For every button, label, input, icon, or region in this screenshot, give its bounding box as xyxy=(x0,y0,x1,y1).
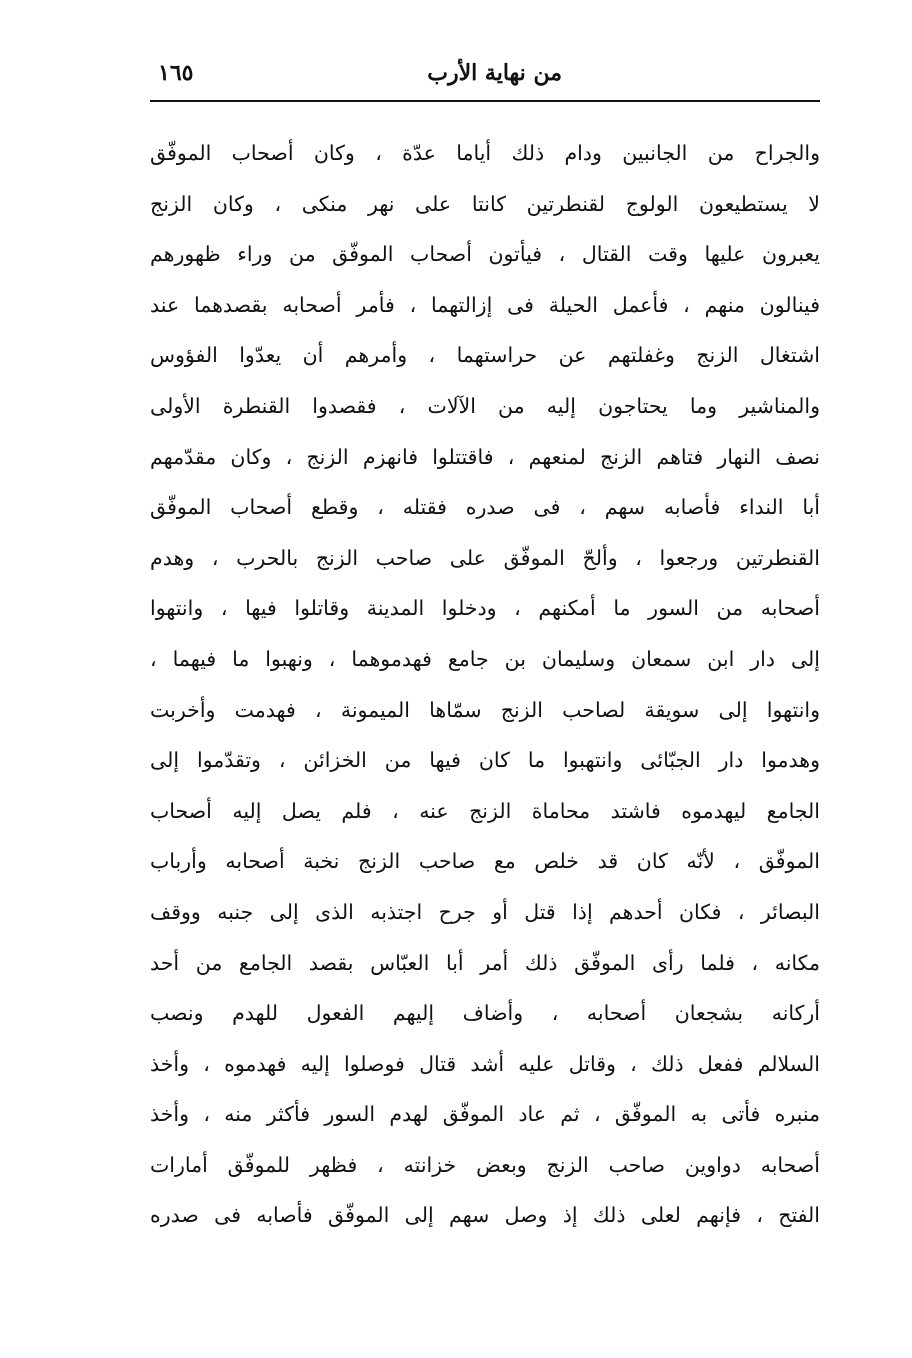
text-line: والجراح من الجانبين ودام ذلك أياما عدّة ، وكان أصحاب الموفّق xyxy=(150,141,820,165)
text-line: يعبرون عليها وقت القتال ، فيأتون أصحاب الموفّق من وراء ظهورهم xyxy=(150,242,820,267)
running-title: من نهاية الأرب xyxy=(427,60,562,86)
text-line: لا يستطيعون الولوج لقنطرتين كانتا على نهر منكى ، وكان الزنج xyxy=(150,191,820,216)
text-line: الفتح ، فإنهم لعلى ذلك إذ وصل سهم إلى الموفّق فأصابه فى صدره xyxy=(150,1203,820,1228)
page-number: ١٦٥ xyxy=(158,60,194,86)
text-line: وانتهوا إلى سويقة لصاحب الزنج سمّاها الميمونة ، فهدمت وأخربت xyxy=(150,697,820,722)
text-line: أبا النداء فأصابه سهم ، فى صدره فقتله ، وقطع أصحاب الموفّق xyxy=(150,495,820,520)
text-line: أصحابه دواوين صاحب الزنج وبعض خزانته ، فظهر للموفّق أمارات xyxy=(150,1152,820,1177)
text-line: السلالم ففعل ذلك ، وقاتل عليه أشد قتال فوصلوا إليه فهدموه ، وأخذ xyxy=(150,1051,820,1076)
text-line: الجامع ليهدموه فاشتد محاماة الزنج عنه ، فلم يصل إليه أصحاب xyxy=(150,798,820,823)
text-line: والمناشير وما يحتاجون إليه من الآلات ، فقصدوا القنطرة الأولى xyxy=(150,393,820,418)
text-line: وهدموا دار الجبّائى وانتهبوا ما كان فيها من الخزائن ، وتقدّموا إلى xyxy=(150,748,820,773)
text-line: الموفّق ، لأنّه كان قد خلص مع صاحب الزنج نخبة أصحابه وأرباب xyxy=(150,849,820,874)
text-line: فينالون منهم ، فأعمل الحيلة فى إزالتهما ، فأمر أصحابه بقصدهما عند xyxy=(150,292,820,317)
text-line: القنطرتين ورجعوا ، وألحّ الموفّق على صاحب الزنج بالحرب ، وهدم xyxy=(150,545,820,570)
text-line: البصائر ، فكان أحدهم إذا قتل أو جرح اجتذبه الذى إلى جنبه ووقف xyxy=(150,899,820,924)
page-header xyxy=(150,52,822,100)
text-line: اشتغال الزنج وغفلتهم عن حراستهما ، وأمرهم أن يعدّوا الفؤوس xyxy=(150,343,820,368)
text-line: مكانه ، فلما رأى الموفّق ذلك أمر أبا العبّاس بقصد الجامع من أحد xyxy=(150,950,820,975)
text-line: منبره فأتى به الموفّق ، ثم عاد الموفّق لهدم السور فأكثر منه ، وأخذ xyxy=(150,1102,820,1127)
text-line: أركانه بشجعان أصحابه ، وأضاف إليهم الفعول للهدم ونصب xyxy=(150,1001,820,1026)
text-line: إلى دار ابن سمعان وسليمان بن جامع فهدموهما ، ونهبوا ما فيهما ، xyxy=(150,646,820,671)
body-text xyxy=(150,128,820,1241)
header-rule xyxy=(150,100,820,102)
text-line: نصف النهار فتاهم الزنج لمنعهم ، فاقتتلوا فانهزم الزنج ، وكان مقدّمهم xyxy=(150,444,820,469)
text-line: أصحابه من السور ما أمكنهم ، ودخلوا المدينة وقاتلوا فيها ، وانتهوا xyxy=(150,596,820,621)
